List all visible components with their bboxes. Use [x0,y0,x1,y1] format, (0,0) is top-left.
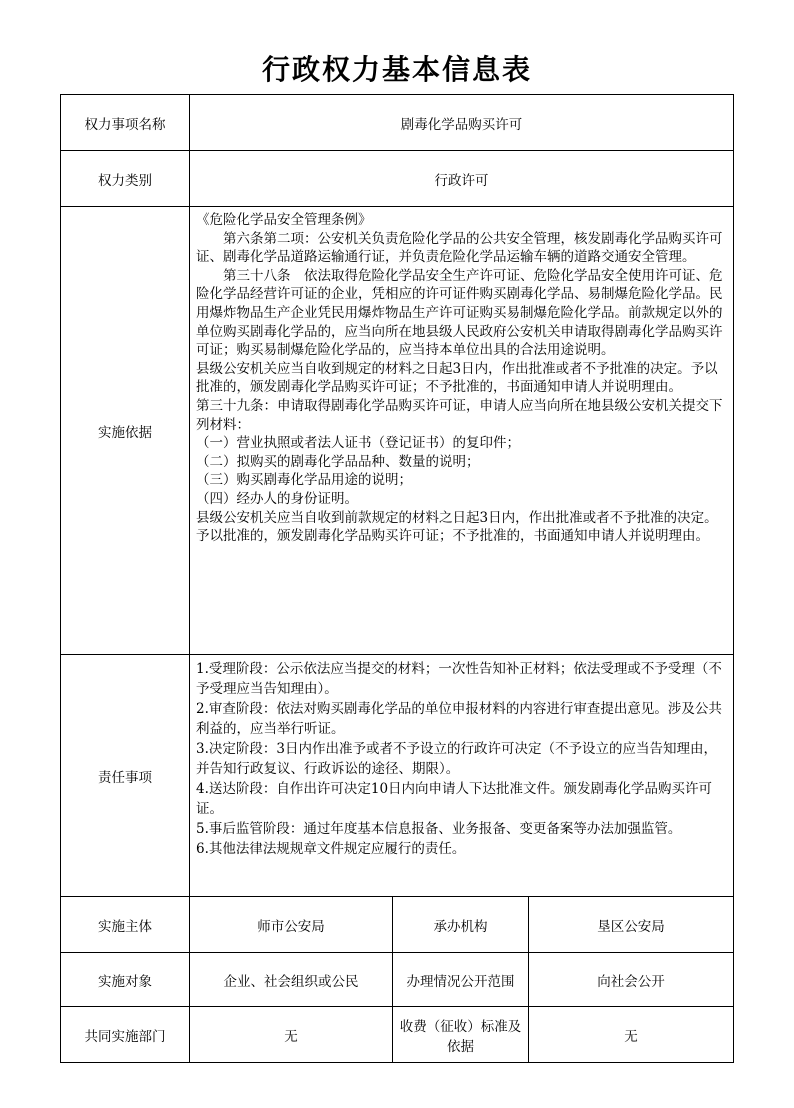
target-value: 企业、社会组织或公民 [190,953,393,1007]
table-row [61,207,734,655]
basis-line: 第三十八条 依法取得危险化学品安全生产许可证、危险化学品安全使用许可证、危险化学品经营许可证的企业，凭相应的许可证件购买剧毒化学品、易制爆危险化学品。民用爆炸物品生产企业凭民用爆炸物品生产许可证购买易制爆危险化学品。前款规定以外的单位购买剧毒化学品的，应当向所在地县级人民政府公安机关申请取得剧毒化学品购买许可证；购买易制爆危险化学品的，应当持本单位出具的合法用途说明。 [196,267,723,359]
info-table [60,94,734,1063]
row-label-duty: 责任事项 [61,655,190,897]
basis-line: 第三十九条：申请取得剧毒化学品购买许可证，申请人应当向所在地县级公安机关提交下列材料： [196,397,723,433]
table-row [61,655,734,897]
duty-line: 6.其他法律法规规章文件规定应履行的责任。 [196,841,466,857]
table-row [61,95,734,151]
category-value: 行政许可 [190,151,734,207]
table-row [61,953,734,1007]
row-label-subject: 实施主体 [61,897,190,953]
fee-label: 收费（征收）标准及依据 [393,1007,529,1063]
basis-line: （二）拟购买的剧毒化学品品种、数量的说明； [196,453,480,470]
basis-line: 第六条第二项：公安机关负责危险化学品的公共安全管理，核发剧毒化学品购买许可证、剧毒化学品道路运输通行证，并负责危险化学品运输车辆的道路交通安全管理。 [196,230,723,266]
duty-line: 5.事后监管阶段：通过年度基本信息报备、业务报备、变更备案等办法加强监管。 [196,821,682,837]
duty-line: 4.送达阶段：自作出许可决定10日内向申请人下达批准文件。颁发剧毒化学品购买许可证。 [196,781,713,817]
agency-label: 承办机构 [393,897,529,953]
disclosure-label: 办理情况公开范围 [393,953,529,1007]
row-label-basis: 实施依据 [61,207,190,655]
row-label-dept: 共同实施部门 [61,1007,190,1063]
basis-line: （四）经办人的身份证明。 [196,490,358,507]
item-name-value: 剧毒化学品购买许可 [190,95,734,151]
table-row [61,1007,734,1063]
basis-line: （三）购买剧毒化学品用途的说明； [196,472,412,489]
basis-line: 县级公安机关应当自收到规定的材料之日起3日内，作出批准或者不予批准的决定。予以批准的，颁发剧毒化学品购买许可证；不予批准的，书面通知申请人并说明理由。 [196,360,718,396]
row-label-category: 权力类别 [61,151,190,207]
basis-text [190,207,734,655]
dept-value: 无 [190,1007,393,1063]
subject-value: 师市公安局 [190,897,393,953]
duty-text [190,655,734,897]
fee-value: 无 [529,1007,734,1063]
basis-line: 《危险化学品安全管理条例》 [196,212,372,228]
duty-line: 2.审查阶段：依法对购买剧毒化学品的单位申报材料的内容进行审查提出意见。涉及公共利益的，应当举行听证。 [196,701,722,737]
duty-line: 3.决定阶段：3日内作出准予或者不予设立的行政许可决定（不予设立的应当告知理由，并告知行政复议、行政诉讼的途径、期限）。 [196,741,717,777]
row-label-name: 权力事项名称 [61,95,190,151]
basis-line: （一）营业执照或者法人证书（登记证书）的复印件； [196,435,520,452]
duty-line: 1.受理阶段：公示依法应当提交的材料；一次性告知补正材料；依法受理或不予受理（不予受理应当告知理由）。 [196,661,722,697]
basis-line: 县级公安机关应当自收到前款规定的材料之日起3日内，作出批准或者不予批准的决定。予以批准的，颁发剧毒化学品购买许可证；不予批准的，书面通知申请人并说明理由。 [196,509,718,545]
table-row [61,897,734,953]
row-label-target: 实施对象 [61,953,190,1007]
table-row [61,151,734,207]
page-title: 行政权力基本信息表 [261,53,532,86]
disclosure-value: 向社会公开 [529,953,734,1007]
agency-value: 垦区公安局 [529,897,734,953]
